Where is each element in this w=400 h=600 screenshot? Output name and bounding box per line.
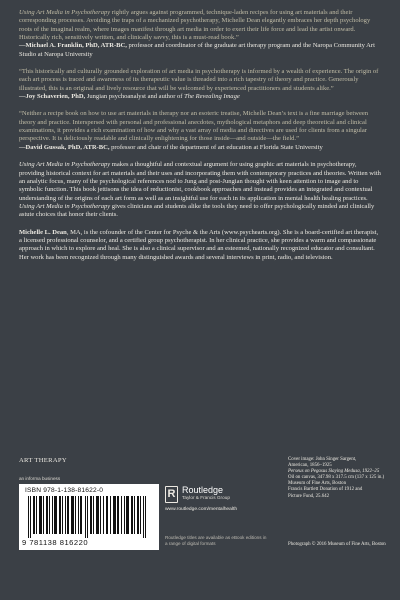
subject-category: ART THERAPY	[19, 457, 67, 464]
informa-tagline: an informa business	[19, 476, 61, 481]
testimonial-gussak-attribution: —David Gussak, PhD, ATR-BC, professor and chair of the department of art education at Florida State University	[19, 143, 323, 151]
barcode-digits: 9 781138 816220	[22, 538, 89, 547]
isbn-barcode	[19, 484, 159, 550]
book-title-italic: Using Art Media in Psychotherapy	[19, 9, 111, 16]
testimonial-gussak-quote: “Neither a recipe book on how to use art materials in therapy nor an esoteric treatise, Michelle Dean’s text is a fine marriage between theory and practice. Interspersed with personal and professional anecdotes, mythological metaphors and deep theoretical and clinical examinations, it provides a rich examination of how and why a vast array of media and directives are used for clients from a singular perspective. It is deliciously readable and clinically enlightening for those inside—and outside—the field.”	[19, 110, 369, 143]
testimonial-franklin-quote: Using Art Media in Psychotherapy rightly argues against programmed, technique-laden recipes for using art materials and their corresponding processes. Avoiding the traps of a mechanized psychotherapy, Michelle Dean elegantly embraces her depth psychology roots of the imaginal realm, where images manifest through art media in order to exert their life force and lead the artist onward. Historically rich, sensitively written, and clinically savvy, this is a must-read book.”	[19, 9, 371, 42]
testimonial-schaverien-attribution: —Joy Schaverien, PhD, Jungian psychoanalyst and author of The Revealing Image	[19, 93, 240, 101]
barcode-bars	[28, 496, 152, 538]
isbn-label: ISBN 978-1-138-81622-0	[25, 487, 104, 494]
publisher-group: Taylor & Francis Group	[182, 495, 230, 500]
book-description: Using Art Media in Psychotherapy makes a thoughtful and contextual argument for using graphic art materials in psychotherapy, providing historical context for art materials and their uses and incorporating them with contemporary practices and theories. Written with an analytic focus, many of the psychological references nod to Jung and post-Jungian thought with keen attention to image and to symbolic function. This book jettisons the idea of reductionist, cookbook approaches and instead provides an integrated and contextual understanding of the origins of each art form as well as an insightful use for each in its application in mental health healing practices. Using Art Media in Psychotherapy gives clinicians and students alike the tools they need to offer psychologically minded and clinically astute choices that honor their clients.	[19, 161, 381, 219]
testimonial-schaverien-quote: “This historically and culturally grounded exploration of art media in psychotherapy is informed by a wealth of experience. The origin of each art process is traced and awareness of its therapeutic value is threaded into a rich tapestry of theory and practice. Generously illustrated, this is an original and lively resource that will be welcomed by experienced practitioners and students alike.”	[19, 68, 379, 92]
publisher-url: www.routledge.com/mentalhealth	[165, 507, 238, 512]
publisher-name: Routledge	[182, 485, 224, 495]
routledge-logo-icon: R	[165, 486, 178, 503]
cover-image-credit: Cover image: John Singer Sargent, American, 1856–1925 Perseus on Pegasus Slaying Medusa, 1922–25 Oil on canvas, 347.98 x 317.5 cm (137 x 125 in.) Museum of Fine Arts, Boston Francis Bartlett Donation of 1912 and Picture Fund, 25.642	[288, 457, 385, 499]
photograph-credit: Photograph © 2016 Museum of Fine Arts, Boston	[288, 542, 386, 547]
author-bio: Michelle L. Dean, MA, is the cofounder of the Center for Psyche & the Arts (www.psychearts.org). She is a board-certified art therapist, a licensed professional counselor, and a certified group psychotherapist. In her clinical practice, she provides a warm and compassionate approach in which to explore and heal. She is also a clinical supervisor and an esteemed, nationally recognized educator and consultant. Her work has been recognized through many distinguished awards and several interviews in print, radio, and television.	[19, 228, 379, 261]
ebook-note: Routledge titles are available as eBook editions in a range of digital formats	[165, 535, 267, 547]
testimonial-franklin-attribution: —Michael A. Franklin, PhD, ATR-BC, professor and coordinator of the graduate art therapy program and the Naropa Community Art Studio at Naropa University	[19, 42, 375, 58]
